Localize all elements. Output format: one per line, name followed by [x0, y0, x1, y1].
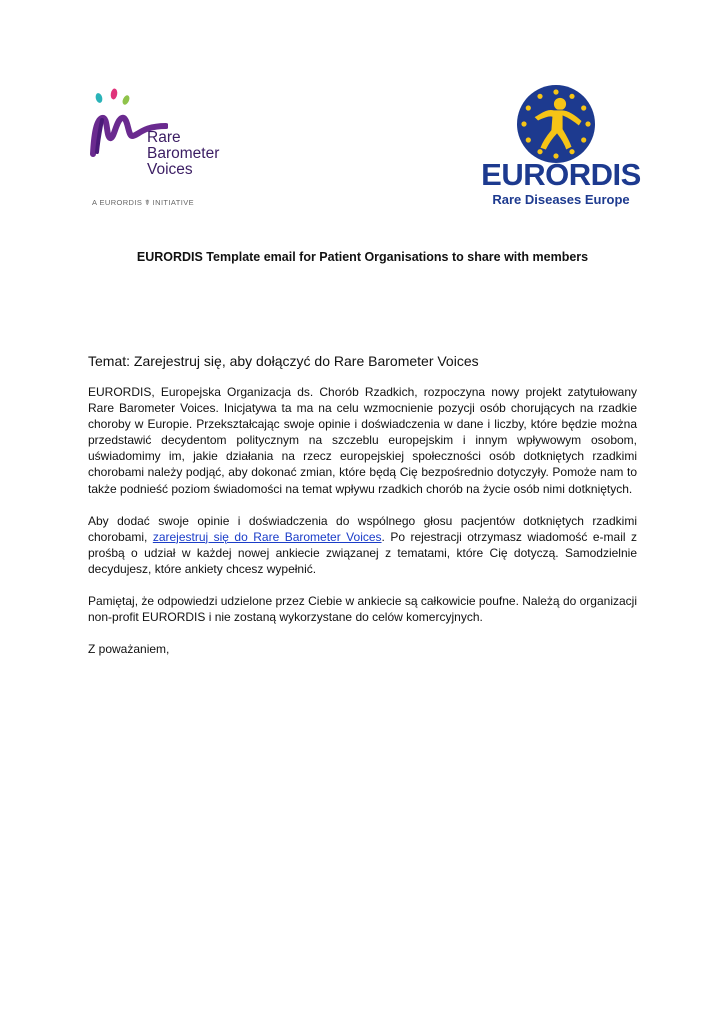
document-heading: EURORDIS Template email for Patient Organisations to share with members [136, 250, 589, 264]
rbv-line-1: Rare [147, 129, 181, 146]
email-subject: Temat: Zarejestruj się, aby dołączyć do Rare Barometer Voices [88, 353, 479, 369]
rbv-wordmark [147, 130, 219, 178]
eurordis-logo [481, 84, 641, 210]
paragraph-intro: EURORDIS, Europejska Organizacja ds. Chorób Rzadkich, rozpoczyna nowy projekt zatytułowany Rare Barometer Voices. Inicjatywa ta ma na celu wzmocnienie pozycji osób chorujących na rzadkie choroby w Europie. Przekształcając swoje opinie i doświadczenia w dane i liczby, które będzie można przedstawić decydentom politycznym na szczeblu europejskim i innym wpływowym osobom, uświadomimy im, jakie działania na rzecz europejskiej społeczności osób dotkniętych rzadkimi chorobami należy podjąć, aby dokonać zmian, które będą Cię bezpośrednio dotyczyły. Pomoże nam to także podnieść poziom świadomości na temat wpływu rzadkich chorób na życie osób nimi dotkniętych. [88, 385, 637, 496]
register-link[interactable]: zarejestruj się do Rare Barometer Voices [152, 529, 382, 544]
email-body [88, 384, 637, 673]
rbv-line-2: Barometer [147, 145, 220, 162]
rare-barometer-voices-logo [88, 86, 220, 212]
paragraph-confidentiality: Pamiętaj, że odpowiedzi udzielone przez Ciebie w ankiecie są całkowicie poufne. Należą do organizacji non-profit EURORDIS i nie zostaną wykorzystane do celów komercyjnych. [88, 594, 637, 625]
eurordis-wordmark: EURORDIS [481, 157, 641, 192]
rbv-line-3: Voices [147, 161, 193, 178]
paragraph-register-end: . Po rejestracji otrzymasz wiadomość e-mail z prośbą o udział w każdej nowej ankiecie związanej z tematami, które Cię dotyczą. Samodzielnie decydujesz, które ankiety chcesz wypełnić. [88, 529, 637, 576]
paragraph-register-start: Aby dodać swoje opinie i doświadczenia do wspólnego głosu pacjentów dotkniętych rzadkimi chorobami, [88, 513, 637, 544]
rbv-initiative-tagline: A EURORDIS ☤ INITIATIVE [92, 198, 195, 207]
eurordis-subtitle: Rare Diseases Europe [492, 192, 630, 207]
closing: Z poważaniem, [88, 642, 170, 657]
paragraph-register [88, 513, 637, 577]
eurordis-star-circle-icon [516, 84, 596, 164]
